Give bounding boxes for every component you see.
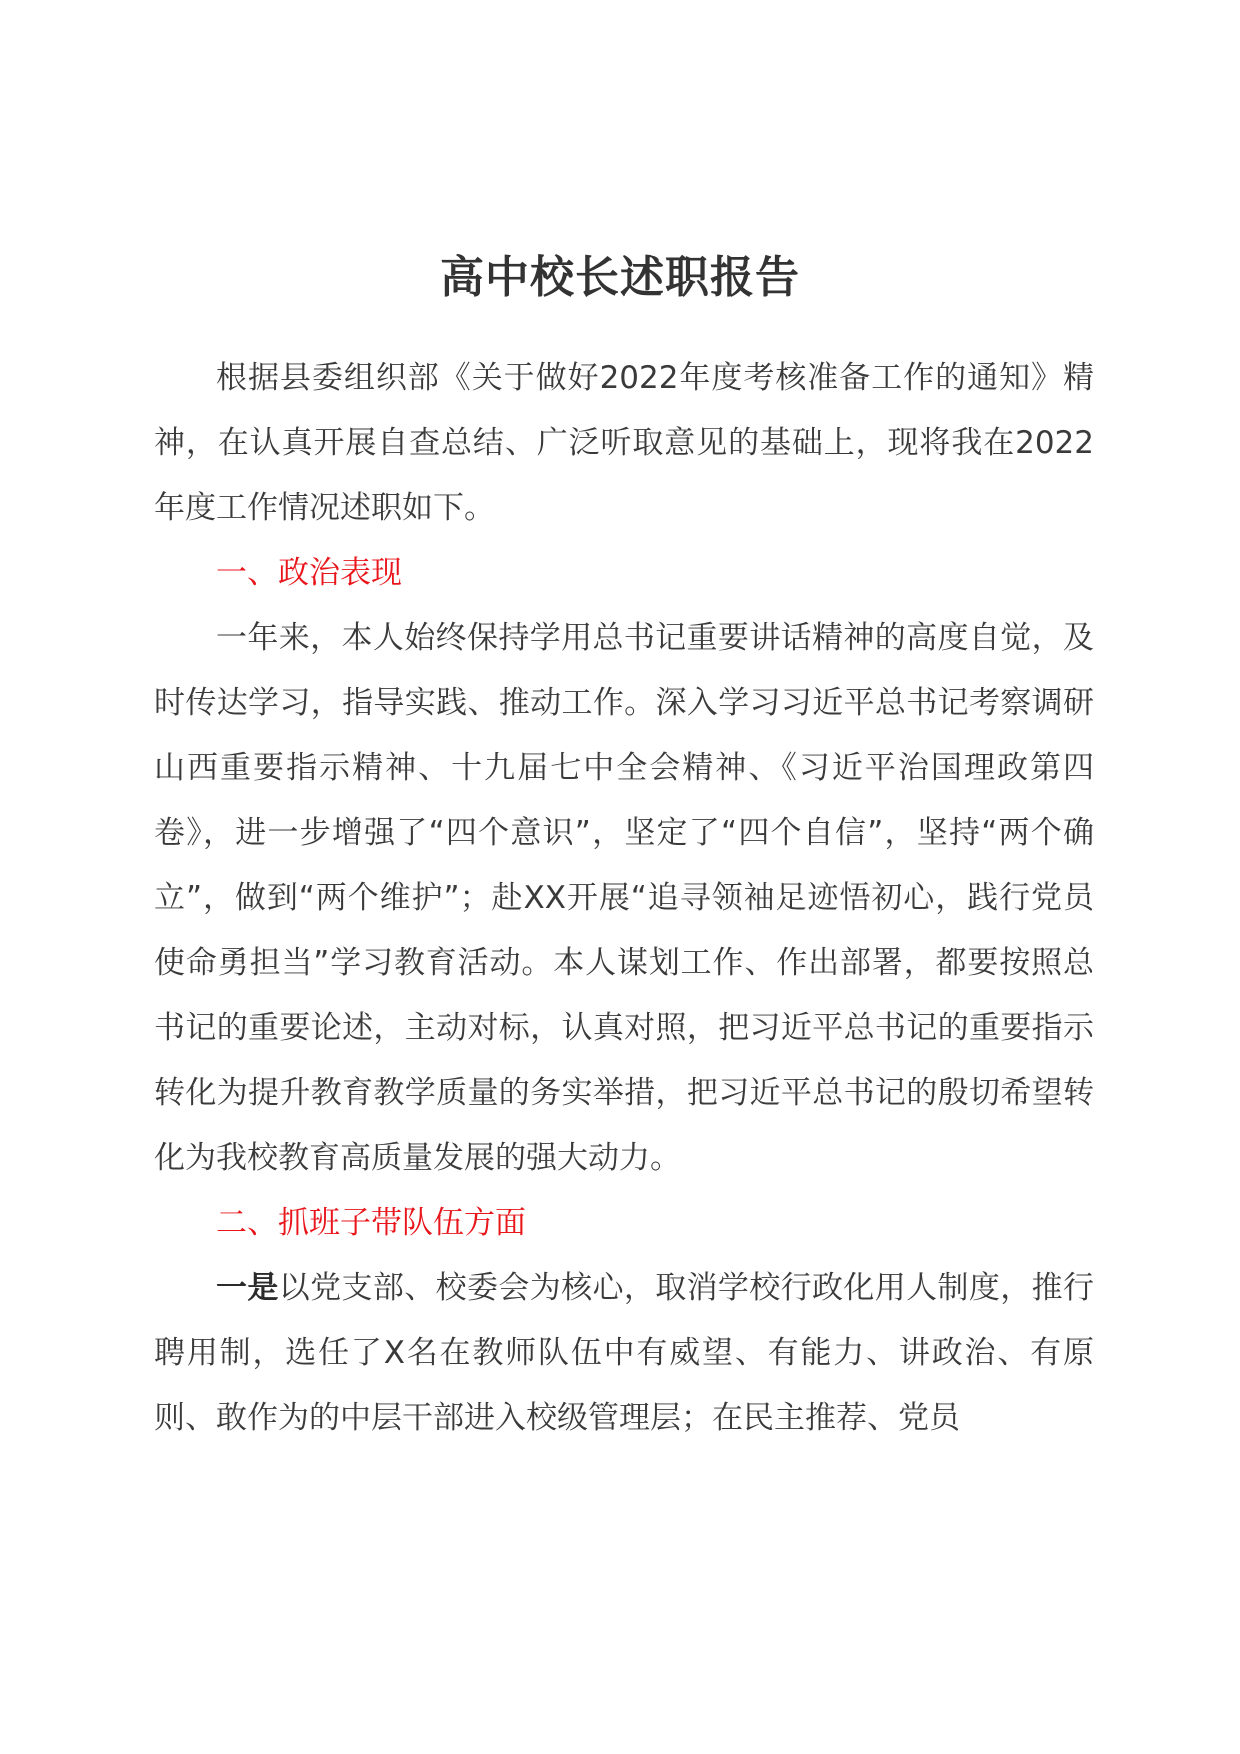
document-title: 高中校长述职报告	[440, 252, 800, 303]
section-heading-team: 二、抓班子带队伍方面	[216, 1205, 526, 1241]
intro-paragraph: 根据县委组织部《关于做好2022年度考核准备工作的通知》精神，在认真开展自查总结、广泛听取意见的基础上，现将我在2022年度工作情况述职如下。	[154, 360, 1094, 526]
document-body	[154, 346, 1094, 1451]
section-heading-political: 一、政治表现	[216, 555, 402, 591]
team-paragraph-text: 以党支部、校委会为核心，取消学校行政化用人制度，推行聘用制，选任了X名在教师队伍中有威望、有能力、讲政治、有原则、敢作为的中层干部进入校级管理层；在民主推荐、党员	[154, 1270, 1095, 1436]
team-paragraph	[154, 1256, 1094, 1451]
lead-phrase: 一是	[216, 1270, 279, 1306]
political-paragraph: 一年来，本人始终保持学用总书记重要讲话精神的高度自觉，及时传达学习，指导实践、推动工作。深入学习习近平总书记考察调研山西重要指示精神、十九届七中全会精神、《习近平治国理政第四卷》，进一步增强了“四个意识”，坚定了“四个自信”，坚持“两个确立”，做到“两个维护”；赴XX开展“追寻领袖足迹悟初心，践行党员使命勇担当”学习教育活动。本人谋划工作、作出部署，都要按照总书记的重要论述，主动对标，认真对照，把习近平总书记的重要指示转化为提升教育教学质量的务实举措，把习近平总书记的殷切希望转化为我校教育高质量发展的强大动力。	[154, 620, 1094, 1176]
